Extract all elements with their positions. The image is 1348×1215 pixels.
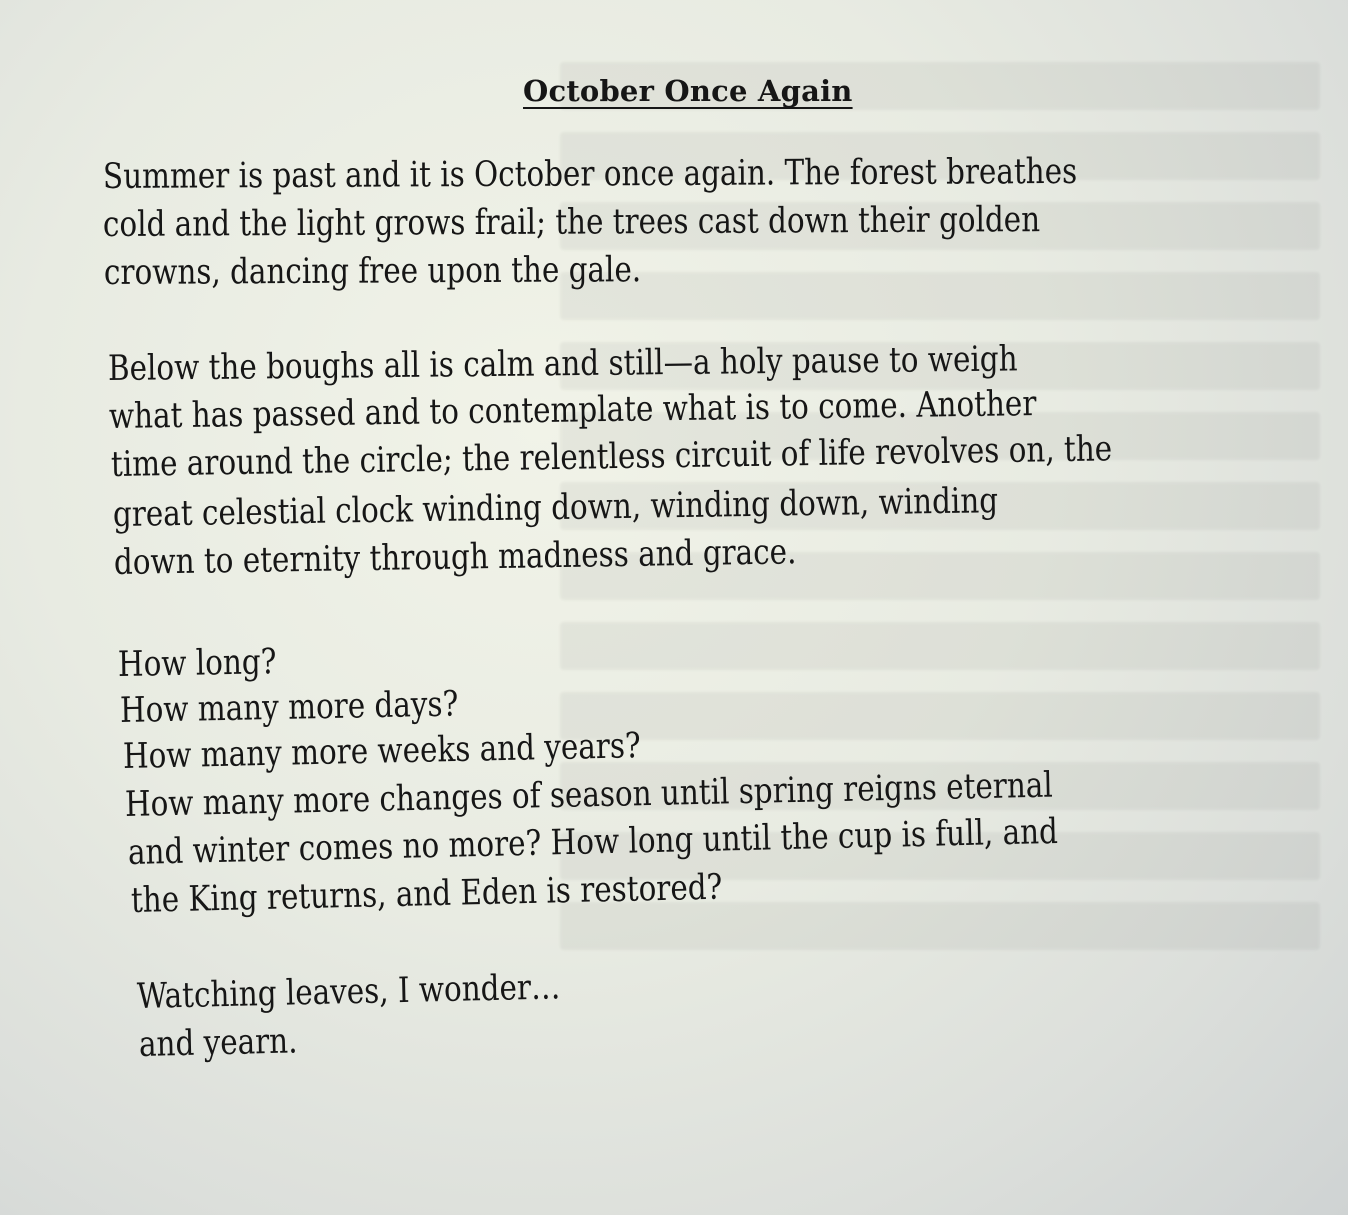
- stanza-3-line: and winter comes no more? How long until the cup is full, and: [127, 811, 1059, 873]
- stanza-3-line: How long?: [117, 642, 277, 685]
- stanza-4-line: Watching leaves, I wonder…: [136, 967, 561, 1017]
- stanza-1-line: crowns, dancing free upon the gale.: [103, 250, 642, 293]
- stanza-2-line: down to eternity through madness and grace.: [113, 532, 797, 583]
- stanza-2-line: Below the boughs all is calm and still—a holy pause to weigh: [107, 339, 1018, 389]
- stanza-3-line: the King returns, and Eden is restored?: [130, 867, 723, 921]
- stanza-1-line: Summer is past and it is October once again. The forest breathes: [102, 151, 1078, 197]
- stanza-2-line: time around the circle; the relentless circuit of life revolves on, the: [110, 429, 1113, 485]
- stanza-2-line: great celestial clock winding down, winding down, winding: [112, 481, 999, 535]
- stanza-1-line: cold and the light grows frail; the trees cast down their golden: [102, 200, 1041, 245]
- stanza-2-line: what has passed and to contemplate what is to come. Another: [108, 384, 1037, 437]
- stanza-3-line: How many more weeks and years?: [122, 726, 642, 777]
- stanza-3-line: How many more days?: [119, 684, 459, 731]
- stanza-4-line: and yearn.: [138, 1021, 298, 1065]
- poem-title: October Once Again: [523, 74, 853, 108]
- stanza-3-line: How many more changes of season until spring reigns eternal: [124, 765, 1054, 825]
